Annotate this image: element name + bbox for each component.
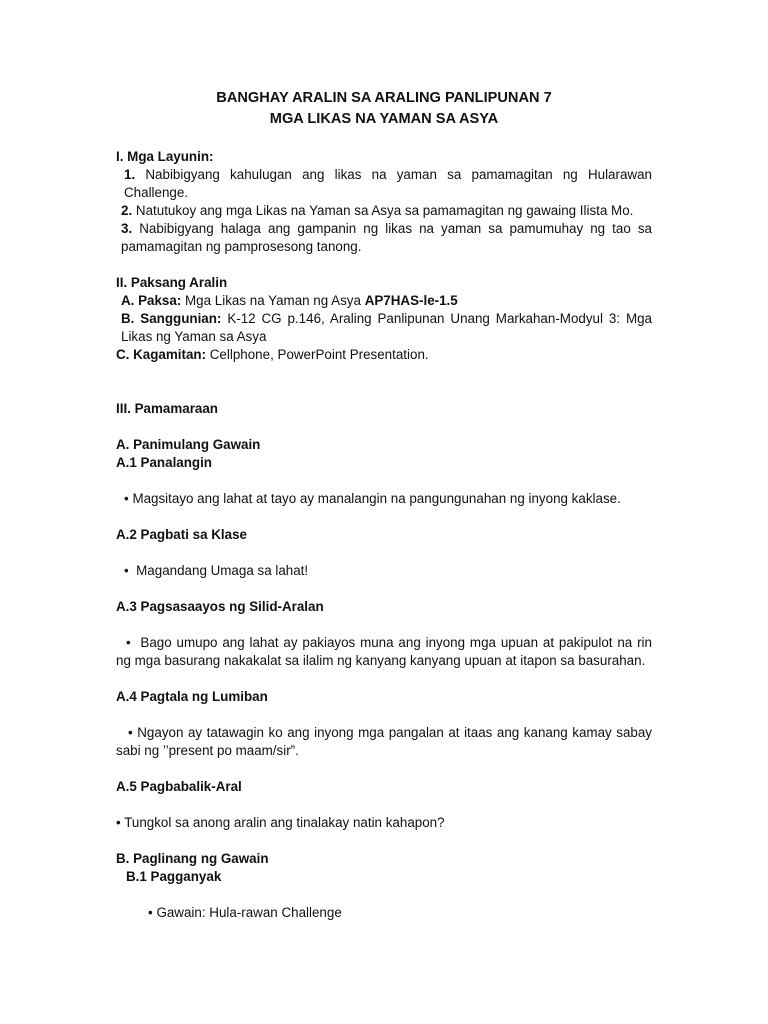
- a5-text: Tungkol sa anong aralin ang tinalakay natin kahapon?: [124, 815, 445, 830]
- a2-text: Magandang Umaga sa lahat!: [136, 563, 309, 578]
- paksa-label: A. Paksa:: [121, 293, 182, 308]
- bullet-icon: •: [128, 725, 133, 740]
- kagamitan-text: Cellphone, PowerPoint Presentation.: [209, 347, 429, 362]
- objective-text: Nabibigyang kahulugan ang likas na yaman sa pamamagitan ng Hularawan Challenge.: [124, 167, 652, 200]
- objective-text: Natutukoy ang mga Likas na Yaman sa Asya sa pamamagitan ng gawaing Ilista Mo.: [135, 203, 634, 218]
- a1-text: Magsitayo ang lahat at tayo ay manalangin na pangungunahan ng inyong kaklase.: [132, 491, 621, 506]
- a2-bullet: [116, 562, 652, 580]
- objective-3: [116, 220, 652, 256]
- b1-bullet: [116, 904, 652, 922]
- a5-bullet: [116, 814, 652, 832]
- objective-2: [116, 202, 652, 220]
- bullet-icon: •: [116, 815, 121, 830]
- document-subtitle: MGA LIKAS NA YAMAN SA ASYA: [269, 111, 499, 127]
- kagamitan-label: C. Kagamitan:: [116, 347, 207, 362]
- section-heading-layunin: I. Mga Layunin:: [116, 149, 214, 164]
- objective-number: 3.: [121, 221, 133, 236]
- subheading-a5: A.5 Pagbabalik-Aral: [116, 779, 242, 794]
- sanggunian-text: K-12 CG p.146, Araling Panlipunan Unang Markahan-Modyul 3: Mga Likas ng Yaman sa Asya: [121, 311, 652, 344]
- subheading-panimulang-gawain: A. Panimulang Gawain: [116, 437, 261, 452]
- objective-text: Nabibigyang halaga ang gampanin ng likas na yaman sa pamumuhay ng tao sa pamamagitan ng pamprosesong tanong.: [121, 221, 652, 254]
- objective-1: [116, 166, 652, 202]
- objective-number: 1.: [124, 167, 136, 182]
- title-block: [116, 88, 652, 130]
- document-title: BANGHAY ARALIN SA ARALING PANLIPUNAN 7: [216, 90, 552, 106]
- subheading-a3: A.3 Pagsasaayos ng Silid-Aralan: [116, 599, 324, 614]
- kagamitan-line: [116, 346, 652, 364]
- subheading-paglinang: B. Paglinang ng Gawain: [116, 851, 269, 866]
- paksa-line: [116, 292, 652, 310]
- bullet-icon: •: [148, 905, 153, 920]
- a1-bullet: [116, 490, 652, 508]
- section-heading-pamamaraan: III. Pamamaraan: [116, 401, 218, 416]
- bullet-icon: •: [124, 491, 129, 506]
- b1-text: Gawain: Hula-rawan Challenge: [156, 905, 342, 920]
- a4-text: Ngayon ay tatawagin ko ang inyong mga pangalan at itaas ang kanang kamay sabay sabi ng ’’present po maam/sir”.: [116, 725, 652, 758]
- paksa-text: Mga Likas na Yaman ng Asya: [185, 293, 361, 308]
- a3-bullet: [116, 634, 652, 670]
- paksa-code: AP7HAS-le-1.5: [364, 293, 458, 308]
- subheading-a4: A.4 Pagtala ng Lumiban: [116, 689, 268, 704]
- section-heading-paksang-aralin: II. Paksang Aralin: [116, 275, 228, 290]
- bullet-icon: •: [126, 635, 131, 650]
- subheading-a1: A.1 Panalangin: [116, 455, 212, 470]
- bullet-icon: •: [124, 563, 129, 578]
- objective-number: 2.: [121, 203, 133, 218]
- sanggunian-label: B. Sanggunian:: [121, 311, 222, 326]
- sanggunian-line: [116, 310, 652, 346]
- document-page: [116, 88, 652, 922]
- a4-bullet: [116, 724, 652, 760]
- subheading-a2: A.2 Pagbati sa Klase: [116, 527, 247, 542]
- subheading-b1: B.1 Pagganyak: [126, 869, 222, 884]
- a3-text: Bago umupo ang lahat ay pakiayos muna ang inyong mga upuan at pakipulot na rin ng mga basurang nakakalat sa ilalim ng kanyang kanyang upuan at itapon sa basurahan.: [116, 635, 652, 668]
